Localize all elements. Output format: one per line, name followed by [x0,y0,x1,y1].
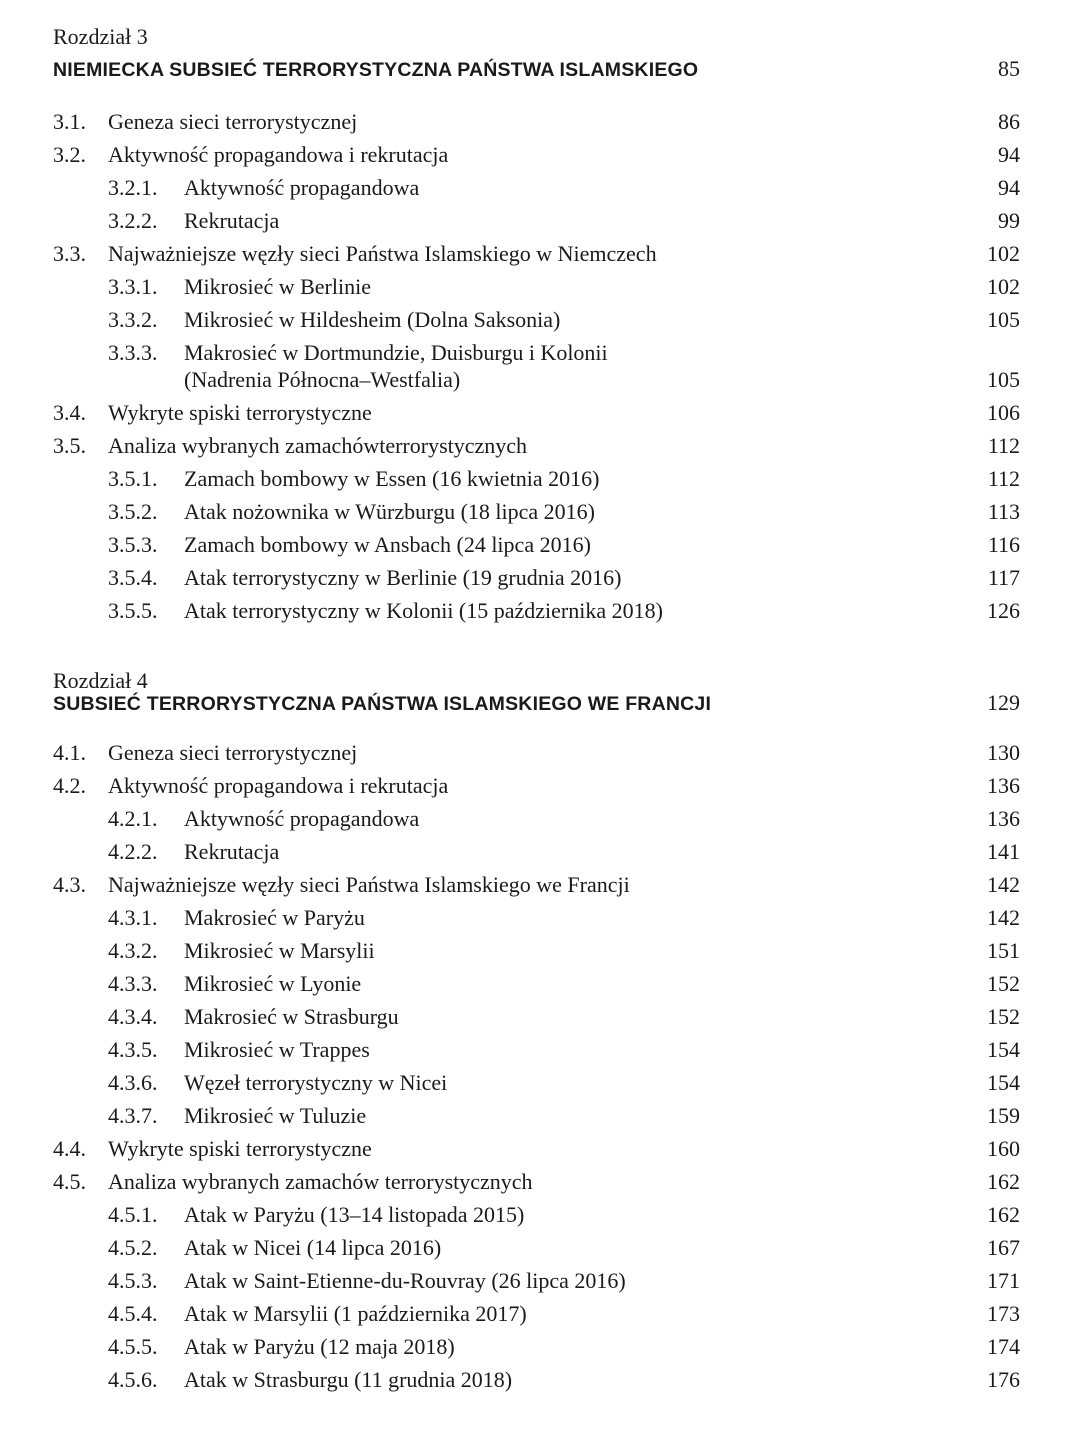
entry-number: 4.4. [53,1136,86,1161]
entry-title: Najważniejsze węzły sieci Państwa Islamskiego w Niemczech [108,241,657,266]
entry-page-number: 159 [987,1103,1020,1128]
entry-number: 4.3.6. [108,1070,158,1095]
entry-title: Aktywność propagandowa i rekrutacja [108,142,449,167]
entry-page-number: 117 [987,565,1020,590]
toc-entry [53,465,1020,498]
toc-entry [53,772,1020,805]
entry-title-continuation: (Nadrenia Północna–Westfalia) [184,367,461,392]
entry-title: Mikrosieć w Lyonie [184,971,362,996]
entry-page-number: 151 [987,938,1020,963]
toc-entry [53,399,1020,432]
entry-title: Mikrosieć w Marsylii [184,938,375,963]
entry-title: Atak terrorystyczny w Kolonii (15 października 2018) [184,598,663,623]
entry-page-number: 126 [987,598,1020,623]
entry-title: Mikrosieć w Berlinie [184,274,371,299]
entry-number: 3.1. [53,109,86,134]
toc-entry [53,1135,1020,1168]
toc-entry [53,937,1020,970]
toc-entry [53,970,1020,1003]
entry-number: 4.3.3. [108,971,158,996]
entry-page-number: 86 [998,109,1020,134]
entry-page-number: 174 [987,1334,1020,1359]
toc-entry [53,273,1020,306]
entry-number: 3.4. [53,400,86,425]
entry-page-number: 152 [987,971,1020,996]
entry-page-number: 136 [987,806,1020,831]
entry-title: Węzeł terrorystyczny w Nicei [184,1070,448,1095]
entry-number: 4.2.1. [108,806,158,831]
entry-number: 4.3.7. [108,1103,158,1128]
entry-title: Makrosieć w Dortmundzie, Duisburgu i Kolonii [184,340,608,365]
entry-number: 4.1. [53,740,86,765]
entry-page-number: 112 [987,433,1020,458]
entry-number: 3.2.2. [108,208,158,233]
entry-number: 3.5.5. [108,598,158,623]
toc-entry [53,1201,1020,1234]
entry-title: Atak w Nicei (14 lipca 2016) [184,1235,442,1260]
entry-page-number: 102 [987,241,1020,266]
entry-page-number: 102 [987,274,1020,299]
chapter-title: SUBSIEĆ TERRORYSTYCZNA PAŃSTWA ISLAMSKIEGO WE FRANCJI [53,693,712,715]
entry-number: 4.2.2. [108,839,158,864]
chapter-title: NIEMIECKA SUBSIEĆ TERRORYSTYCZNA PAŃSTWA ISLAMSKIEGO [53,59,699,81]
entry-title: Najważniejsze węzły sieci Państwa Islamskiego we Francji [108,872,630,897]
entry-page-number: 154 [987,1037,1020,1062]
toc-entry [53,141,1020,174]
entry-number: 4.5.6. [108,1367,158,1392]
toc-entry [53,1267,1020,1300]
entry-page-number: 99 [998,208,1020,233]
entry-page-number: 94 [998,175,1020,200]
entry-title: Atak w Marsylii (1 października 2017) [184,1301,527,1326]
entry-page-number: 112 [987,466,1020,491]
entry-title: Atak w Strasburgu (11 grudnia 2018) [184,1367,513,1392]
entry-number: 4.5.1. [108,1202,158,1227]
entry-title: Rekrutacja [184,839,280,864]
toc-entry [53,498,1020,531]
entry-page-number: 94 [998,142,1020,167]
entry-title: Geneza sieci terrorystycznej [108,740,358,765]
entry-number: 4.5.3. [108,1268,158,1293]
entry-number: 4.5.5. [108,1334,158,1359]
toc-entry [53,1300,1020,1333]
toc-entry [53,1234,1020,1267]
entry-title: Atak w Saint-Etienne-du-Rouvray (26 lipca 2016) [184,1268,626,1293]
toc-entry [53,838,1020,871]
entry-number: 3.5.4. [108,565,158,590]
entry-title: Rekrutacja [184,208,280,233]
entry-number: 3.2.1. [108,175,158,200]
entry-number: 4.3.1. [108,905,158,930]
entry-number: 3.3.1. [108,274,158,299]
entry-title: Aktywność propagandowa [184,175,420,200]
entry-title: Mikrosieć w Hildesheim (Dolna Saksonia) [184,307,561,332]
entry-page-number: 167 [987,1235,1020,1260]
chapter-page-number: 85 [998,56,1020,81]
entry-title: Atak terrorystyczny w Berlinie (19 grudnia 2016) [184,565,622,590]
entry-number: 3.3.3. [108,340,158,365]
toc-entry [53,207,1020,240]
entry-page-number: 176 [987,1367,1020,1392]
entry-title: Geneza sieci terrorystycznej [108,109,358,134]
entry-title: Wykryte spiski terrorystyczne [108,400,372,425]
toc-entry [53,432,1020,465]
toc-entry [53,597,1020,630]
entry-page-number: 160 [987,1136,1020,1161]
toc-entry [53,174,1020,207]
entry-page-number: 152 [987,1004,1020,1029]
entry-title: Atak w Paryżu (12 maja 2018) [184,1334,455,1359]
entry-title: Analiza wybranych zamachówterrorystycznych [108,433,528,458]
entry-page-number: 142 [987,905,1020,930]
entry-title: Wykryte spiski terrorystyczne [108,1136,372,1161]
toc-entry [53,1003,1020,1036]
entry-title: Makrosieć w Strasburgu [184,1004,399,1029]
entry-title: Atak w Paryżu (13–14 listopada 2015) [184,1202,525,1227]
entry-page-number: 105 [987,307,1020,332]
toc-entry [53,531,1020,564]
entry-page-number: 116 [987,532,1020,557]
entry-title: Zamach bombowy w Essen (16 kwietnia 2016) [184,466,600,491]
entry-page-number: 154 [987,1070,1020,1095]
entry-page-number: 130 [987,740,1020,765]
toc-entry [53,904,1020,937]
entry-page-number: 136 [987,773,1020,798]
chapter-heading [53,690,1020,720]
entry-number: 4.3.4. [108,1004,158,1029]
toc-entry [53,739,1020,772]
toc-entry [53,306,1020,339]
toc-entry [53,871,1020,904]
entry-title: Aktywność propagandowa [184,806,420,831]
entry-number: 4.3. [53,872,86,897]
entry-number: 4.5. [53,1169,86,1194]
entry-page-number: 162 [987,1169,1020,1194]
chapter-label: Rozdział 4 [53,668,148,693]
entry-number: 3.5. [53,433,86,458]
toc-entry [53,240,1020,273]
entry-page-number: 105 [987,367,1020,392]
entry-page-number: 142 [987,872,1020,897]
entry-page-number: 173 [987,1301,1020,1326]
entry-page-number: 141 [987,839,1020,864]
toc-entry [53,339,1020,399]
entry-number: 4.3.5. [108,1037,158,1062]
entry-number: 4.5.4. [108,1301,158,1326]
toc-entry [53,1168,1020,1201]
entry-title: Atak nożownika w Würzburgu (18 lipca 2016) [184,499,595,524]
entry-number: 3.3.2. [108,307,158,332]
entry-page-number: 113 [987,499,1020,524]
entry-title: Zamach bombowy w Ansbach (24 lipca 2016) [184,532,591,557]
entry-number: 3.5.2. [108,499,158,524]
chapter-label: Rozdział 3 [53,24,148,49]
entry-number: 3.3. [53,241,86,266]
entry-title: Mikrosieć w Trappes [184,1037,370,1062]
entry-title: Makrosieć w Paryżu [184,905,365,930]
entry-page-number: 162 [987,1202,1020,1227]
entry-title: Analiza wybranych zamachów terrorystycznych [108,1169,533,1194]
toc-entry [53,1102,1020,1135]
entry-title: Aktywność propagandowa i rekrutacja [108,773,449,798]
entry-number: 4.3.2. [108,938,158,963]
toc-entry [53,1366,1020,1399]
toc-entry [53,564,1020,597]
entry-page-number: 106 [987,400,1020,425]
chapter-heading [53,56,1020,86]
entry-title: Mikrosieć w Tuluzie [184,1103,367,1128]
entry-number: 3.2. [53,142,86,167]
chapter-page-number: 129 [987,690,1020,715]
toc-entry [53,108,1020,141]
toc-entry [53,1333,1020,1366]
toc-entry [53,1036,1020,1069]
toc-entry [53,805,1020,838]
toc-entry [53,1069,1020,1102]
entry-number: 3.5.3. [108,532,158,557]
entry-page-number: 171 [987,1268,1020,1293]
entry-number: 4.5.2. [108,1235,158,1260]
entry-number: 4.2. [53,773,86,798]
entry-number: 3.5.1. [108,466,158,491]
